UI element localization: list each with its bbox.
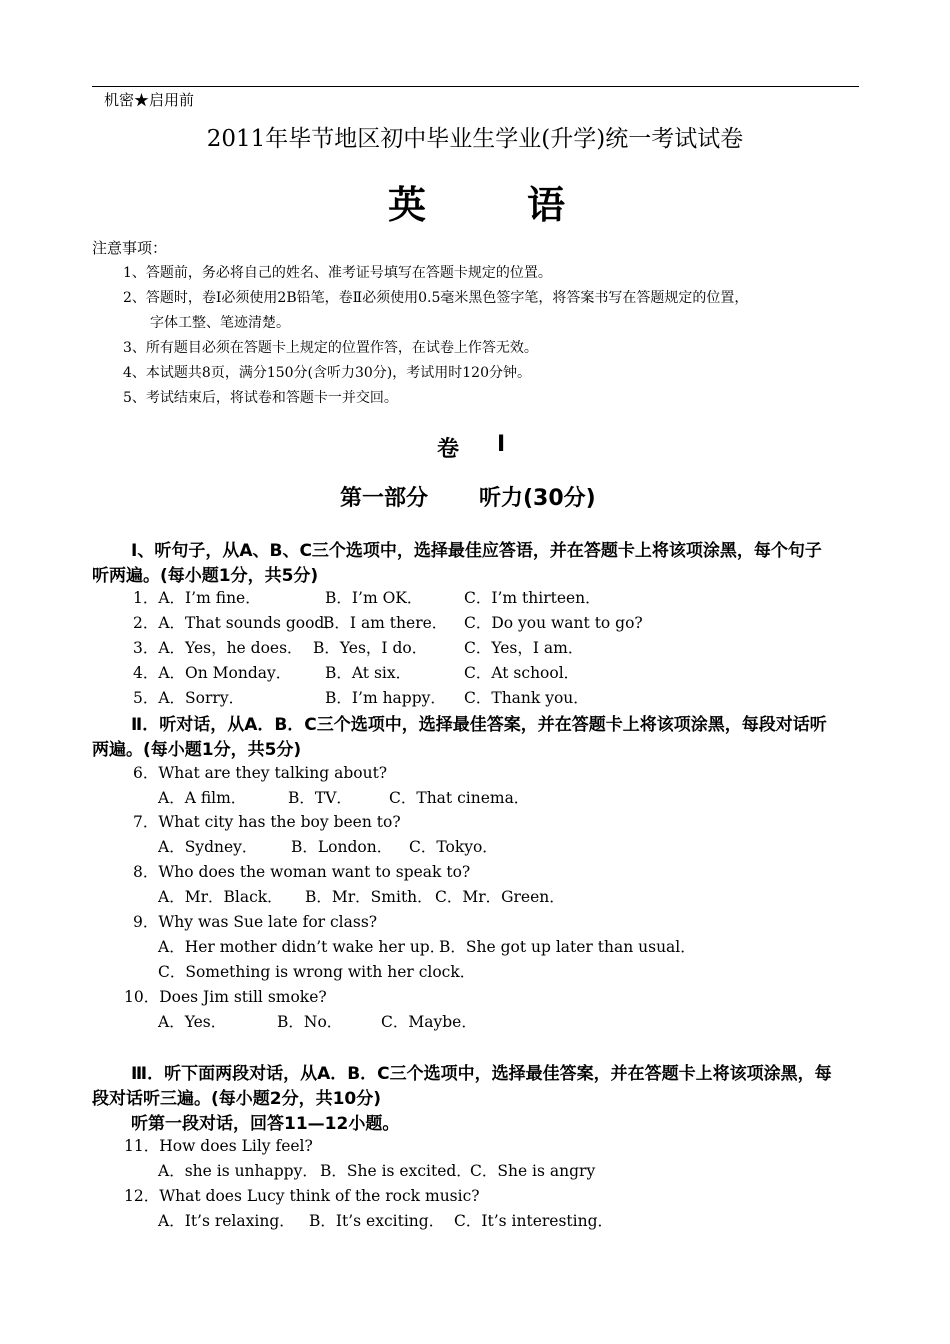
q2-option-b: B．I am there． — [323, 614, 448, 632]
q6-option-b: B．TV． — [288, 789, 352, 807]
volume-number: Ⅰ — [497, 432, 506, 457]
exam-title: 2011年毕节地区初中毕业生学业(升学)统一考试试卷 — [206, 126, 744, 152]
q10-option-c: C．Maybe． — [381, 1013, 477, 1031]
part-title: 第一部分 — [340, 486, 429, 511]
q12-option-a: A．It’s relaxing． — [158, 1212, 295, 1230]
notice-item-4: 4、本试题共8页，满分150分(含听力30分)，考试用时120分钟。 — [123, 365, 531, 381]
q12-option-c: C．It’s interesting． — [454, 1212, 613, 1230]
subject-char-2: 语 — [527, 183, 566, 227]
q4-option-a: 4．A．On Monday． — [133, 664, 292, 682]
q6-option-a: A．A film． — [158, 789, 247, 807]
q9-option-a: A．Her mother didn’t wake her up． — [158, 938, 446, 956]
q12-option-b: B．It’s exciting． — [309, 1212, 445, 1230]
q9-option-c: C．Something is wrong with her clock． — [158, 963, 476, 981]
section2-instruction: Ⅱ．听对话，从A．B．C三个选项中，选择最佳答案，并在答题卡上将该项涂黑，每段对话听 — [131, 715, 827, 735]
notice-item-2: 2、答题时，卷Ⅰ必须使用2B铅笔，卷Ⅱ必须使用0.5毫米黑色签字笔，将答案书写在答题规定的位置， — [123, 290, 749, 306]
notice-item-3: 3、所有题目必须在答题卡上规定的位置作答，在试卷上作答无效。 — [123, 340, 538, 356]
q7-question: 7．What city has the boy been to? — [133, 813, 401, 831]
section3-subheading: 听第一段对话，回答11—12小题。 — [131, 1114, 400, 1134]
q5-option-a: 5．A．Sorry． — [133, 689, 245, 707]
section3-instruction: Ⅲ．听下面两段对话，从A．B．C三个选项中，选择最佳答案，并在答题卡上将该项涂黑，每 — [131, 1064, 832, 1084]
q7-option-a: A．Sydney． — [158, 838, 258, 856]
q1-option-b: B．I’m OK． — [325, 589, 423, 607]
header-rule — [92, 86, 859, 87]
q5-option-c: C．Thank you． — [464, 689, 589, 707]
q8-option-a: A．Mr．Black． — [158, 888, 283, 906]
q11-option-b: B．She is excited． — [320, 1162, 472, 1180]
q3-option-b: B．Yes，I do． — [313, 639, 428, 657]
section3-instruction-cont: 段对话听三遍。(每小题2分，共10分) — [92, 1089, 382, 1109]
q11-option-c: C．She is angry — [470, 1162, 596, 1180]
q9-question: 9．Why was Sue late for class? — [133, 913, 378, 931]
q10-option-b: B．No． — [277, 1013, 343, 1031]
q2-option-c: C．Do you want to go? — [464, 614, 643, 632]
q11-option-a: A．she is unhappy． — [158, 1162, 318, 1180]
q1-option-a: 1．A．I’m fine． — [133, 589, 261, 607]
notice-item-5: 5、考试结束后，将试卷和答题卡一并交回。 — [123, 390, 398, 406]
q8-option-c: C．Mr．Green． — [435, 888, 565, 906]
subject-char-1: 英 — [388, 183, 427, 227]
q10-question: 10．Does Jim still smoke? — [124, 988, 327, 1006]
q3-option-c: C．Yes，I am． — [464, 639, 584, 657]
q3-option-a: 3．A．Yes，he does． — [133, 639, 303, 657]
q1-option-c: C．I’m thirteen． — [464, 589, 601, 607]
q6-option-c: C．That cinema． — [389, 789, 530, 807]
q7-option-c: C．Tokyo． — [409, 838, 498, 856]
q8-option-b: B．Mr．Smith． — [305, 888, 433, 906]
notice-heading: 注意事项： — [92, 239, 168, 257]
confidential-label: 机密★启用前 — [104, 91, 195, 109]
section1-instruction: Ⅰ、听句子，从A、B、C三个选项中，选择最佳应答语，并在答题卡上将该项涂黑，每个句子 — [131, 541, 822, 561]
q6-question: 6．What are they talking about? — [133, 764, 388, 782]
q4-option-c: C．At school． — [464, 664, 580, 682]
notice-item-1: 1、答题前，务必将自己的姓名、准考证号填写在答题卡规定的位置。 — [123, 265, 552, 281]
q11-question: 11．How does Lily feel? — [124, 1137, 313, 1155]
q9-option-b: B．She got up later than usual． — [439, 938, 696, 956]
q2-option-a: 2．A．That sounds good． — [133, 614, 340, 632]
q10-option-a: A．Yes． — [158, 1013, 227, 1031]
notice-item-2-cont: 字体工整、笔迹清楚。 — [150, 315, 290, 331]
part-subtitle: 听力(30分) — [479, 486, 596, 511]
q4-option-b: B．At six． — [325, 664, 412, 682]
q5-option-b: B．I’m happy． — [325, 689, 446, 707]
section2-instruction-cont: 两遍。(每小题1分，共5分) — [92, 740, 302, 760]
volume-label: 卷 — [437, 437, 460, 462]
section1-instruction-cont: 听两遍。(每小题1分，共5分) — [92, 566, 319, 586]
q12-question: 12．What does Lucy think of the rock music? — [124, 1187, 480, 1205]
q8-question: 8．Who does the woman want to speak to? — [133, 863, 471, 881]
q7-option-b: B．London． — [291, 838, 393, 856]
